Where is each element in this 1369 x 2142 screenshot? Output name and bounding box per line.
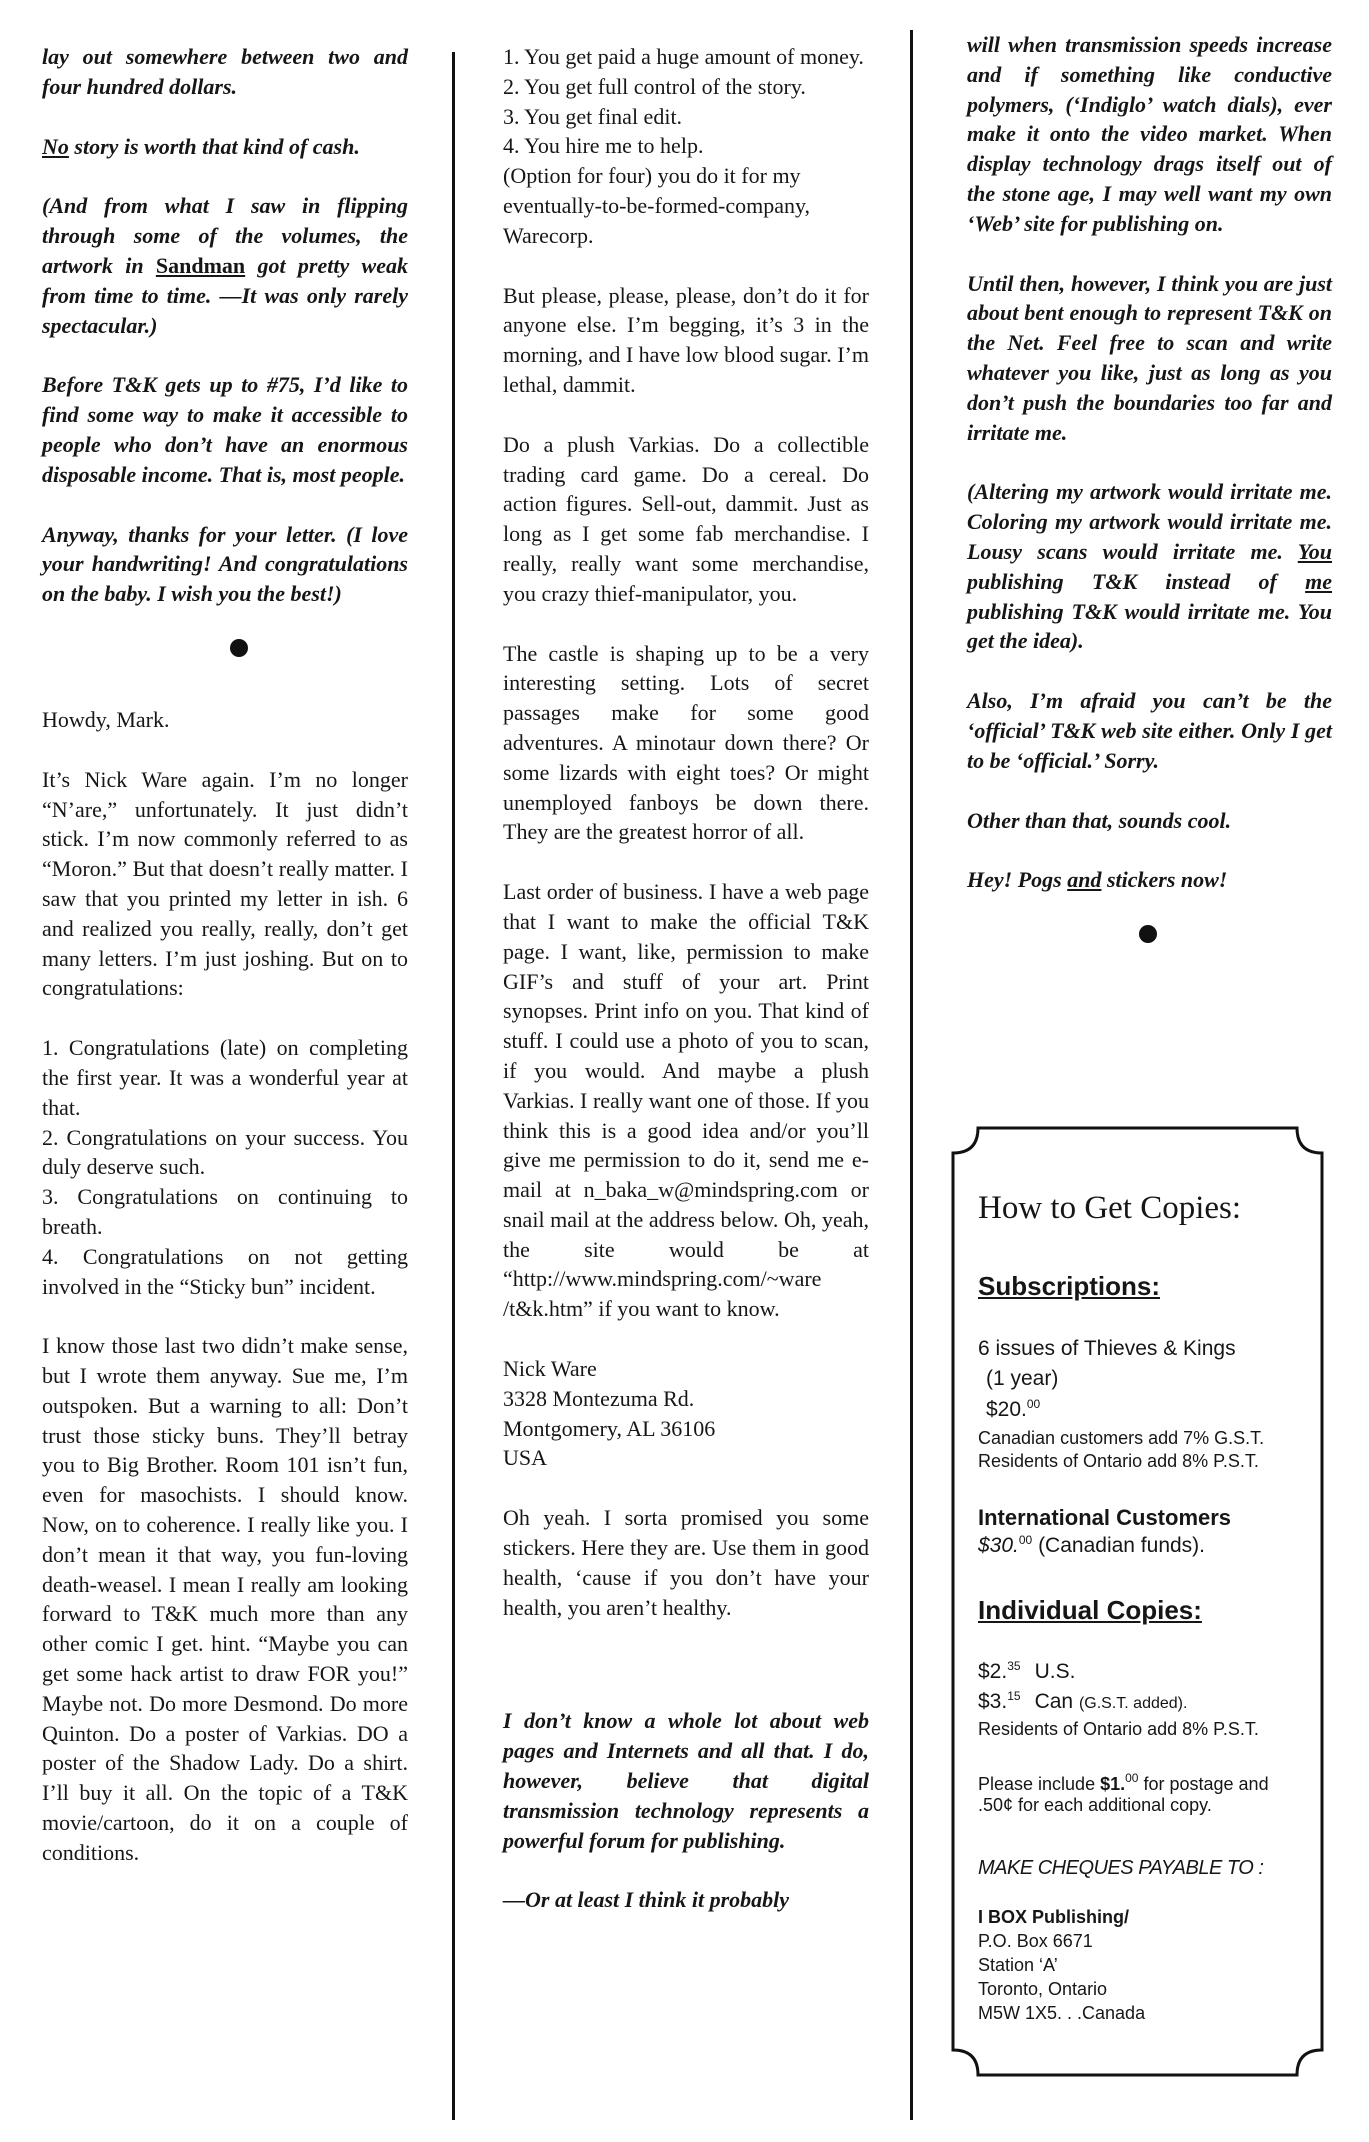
editor-reply-paragraph: Before T&K gets up to #75, I’d like to find some way to make it accessible to people who don’t have an enormous disposable income. That is, most people. [42,372,408,487]
text-span: stickers now! [1101,867,1228,893]
publisher-address-line: M5W 1X5. . .Canada [978,2003,1146,2023]
address-line: 3328 Montezuma Rd. [503,1385,695,1411]
underlined-word: You [1297,538,1332,564]
price-text: $30. [978,1534,1019,1557]
currency-label: U.S. [1034,1660,1076,1683]
list-item: 3. You get final edit. [503,103,683,129]
price-cents: 00 [1125,1771,1139,1785]
congratulations-list [42,1033,408,1301]
price-text: $3. [978,1690,1008,1713]
box-title: How to Get Copies: [978,1190,1242,1226]
editor-reply-paragraph [967,477,1332,656]
editor-reply-paragraph: Other than that, sounds cool. [967,807,1232,833]
list-item: 1. You get paid a huge amount of money. [503,44,864,69]
list-item: 2. Congratulations on your success. You duly deserve such. [42,1124,408,1180]
price-note: (G.S.T. added). [1078,1695,1188,1712]
international-heading: International Customers [978,1505,1232,1530]
letter-paragraph: It’s Nick Ware again. I’m no longer “N’are,” unfortunately. It just didn’t stick. I’m now commonly referred to as “Moron.” But that doesn’t really matter. I saw that you printed my letter in ish. 6 and realized you really, really, don’t get many letters. I’m just joshing. But on to congratulations: [42,766,408,1001]
list-item: (Option for four) you do it for my eventually-to-be-formed-company, Warecorp. [503,163,811,248]
column-middle [503,42,869,1945]
text-span: (Altering my artwork would irritate me. Coloring my artwork would irritate me. Lousy scans would irritate me. [967,479,1332,564]
price-cents: 15 [1007,1689,1021,1703]
publisher-address-line: Station ‘A’ [978,1955,1058,1975]
address-line: USA [503,1445,548,1471]
underlined-title: Sandman [155,252,246,278]
price-text: $20. [986,1398,1027,1421]
subscriptions-description: 6 issues of Thieves & Kings [978,1337,1236,1360]
column-left [42,42,408,1898]
editor-reply-paragraph: will when transmission speeds increase and if something like conductive polymers, (‘Indiglo’ watch dials), ever make it onto the video market. When display technology drags itself out of the stone age, I may well want my own ‘Web’ site for publishing on. [967,32,1332,236]
text-span: publishing T&K would irritate me. You get the idea). [967,598,1332,654]
individual-copies-heading: Individual Copies: [978,1595,1202,1625]
price-cents: 00 [1018,1533,1033,1547]
list-item: 4. You hire me to help. [503,133,704,159]
underlined-word: No [42,133,69,159]
text-span: Please include [978,1774,1101,1794]
price-cents: 00 [1026,1397,1041,1411]
text-span: Hey! Pogs [967,867,1068,893]
text-span: (And from what I saw in flipping through some of the volumes, the artwork in [42,193,408,278]
postage-amount: $1. [1100,1774,1126,1794]
list-item: 2. You get full control of the story. [503,73,806,99]
price-note: (Canadian funds). [1032,1534,1206,1557]
column-divider-left [452,52,455,2120]
text-span: publishing T&K instead of [967,568,1306,594]
editor-reply-paragraph [42,132,408,162]
currency-label: Can [1034,1690,1074,1713]
subscriptions-term: (1 year) [986,1367,1059,1390]
editor-reply-paragraph: I don’t know a whole lot about web pages and Internets and all that. I do, however, believe that digital transmission technology represents a powerful forum for publishing. [503,1708,869,1853]
editor-reply-paragraph [42,191,408,340]
editor-reply-paragraph: Anyway, thanks for your letter. (I love your handwriting! And congratulations on the baby. I wish you the best!) [42,521,408,607]
price-cents: 35 [1007,1659,1021,1673]
editor-reply-paragraph [967,865,1332,895]
us-price [978,1659,1308,1684]
editor-reply-paragraph: Until then, however, I think you are just about bent enough to represent T&K on the Net. Feel free to scan and write whatever you like, just as long as you don’t push the boundaries too far and irritate me. [967,270,1332,445]
individual-note: Residents of Ontario add 8% P.S.T. [978,1719,1259,1739]
underlined-word: and [1067,867,1102,893]
canadian-price [978,1689,1308,1714]
text-span: got pretty weak from time to time. —It was only rarely spectacular.) [42,252,408,338]
text-span: story is worth that kind of cash. [68,133,360,159]
publisher-address-line: Toronto, Ontario [978,1979,1108,1999]
bullet-divider-icon [1139,925,1157,943]
column-right [967,30,1332,943]
how-to-get-copies-box [950,1125,1325,2078]
address-line: Nick Ware [503,1356,597,1382]
letter-greeting: Howdy, Mark. [42,706,170,732]
editor-reply-paragraph: —Or at least I think it probably [503,1887,790,1913]
publisher-address-line: P.O. Box 6671 [978,1931,1093,1951]
letter-paragraph: But please, please, please, don’t do it for anyone else. I’m begging, it’s 3 in the morning, and I have low blood sugar. I’m lethal, dammit. [503,282,869,397]
postage-note: .50¢ for each additional copy. [978,1795,1212,1815]
letter-paragraph: Do a plush Varkias. Do a collectible trading card game. Do a cereal. Do action figures. Sell-out, dammit. Just as long as I get some fab merchandise. I really, really want some merchandise, you crazy thief-manipulator, you. [503,431,869,606]
subscriptions-heading: Subscriptions: [978,1271,1161,1301]
conditions-list [503,42,869,251]
column-divider-right [910,30,913,2120]
address-line: Montgomery, AL 36106 [503,1415,716,1441]
price-text: $2. [978,1660,1008,1683]
international-price [978,1533,1308,1558]
list-item: 4. Congratulations on not getting involved in the “Sticky bun” incident. [42,1243,408,1299]
editor-reply-paragraph: lay out somewhere between two and four hundred dollars. [42,44,408,99]
list-item: 1. Congratulations (late) on completing the first year. It was a wonderful year at that. [42,1035,408,1120]
text-span: for postage and [1138,1774,1269,1794]
underlined-word: me [1305,568,1332,594]
letter-paragraph: The castle is shaping up to be a very interesting setting. Lots of secret passages make for some good adventures. A minotaur down there? Or some lizards with eight toes? Or might unemployed fanboys be down there. They are the greatest horror of all. [503,640,869,845]
subscriptions-note: Canadian customers add 7% G.S.T. [978,1428,1265,1448]
postage-note [978,1771,1308,1795]
editor-reply-paragraph: Also, I’m afraid you can’t be the ‘official’ T&K web site either. Only I get to be ‘official.’ Sorry. [967,688,1332,773]
bullet-divider-icon [230,639,248,657]
subscriptions-price [986,1397,1316,1422]
letter-paragraph: Oh yeah. I sorta promised you some stickers. Here they are. Use them in good health, ‘cause if you don’t have your health, you aren’t healthy. [503,1505,869,1620]
list-item: 3. Congratulations on continuing to breath. [42,1184,408,1239]
publisher-name: I BOX Publishing/ [978,1907,1130,1927]
letter-paragraph: I know those last two didn’t make sense, but I wrote them anyway. Sue me, I’m outspoken. But a warning to all: Don’t trust those sticky buns. They’ll betray you to Big Brother. Room 101 isn’t fun, even for masochists. I should know. Now, on to coherence. I really like you. I don’t mean it that way, you fun-loving death-weasel. I mean I really am looking forward to T&K much more than any other comic I get. hint. “Maybe you can get some hack artist to draw FOR you!” Maybe not. Do more Desmond. Do more Quinton. Do a poster of Varkias. DO a poster of the Shadow Lady. Do a shirt. I’ll buy it all. On the topic of a T&K movie/cartoon, do it on a couple of conditions. [42,1333,408,1865]
letter-address [503,1354,869,1473]
cheques-heading: MAKE CHEQUES PAYABLE TO : [978,1857,1264,1879]
letter-paragraph: Last order of business. I have a web page that I want to make the official T&K page. I want, like, permission to make GIF’s and stuff of your art. Print synopses. Print info on you. That kind of stuff. I could use a photo of you to scan, if you would. And maybe a plush Varkias. I really want one of those. If you think this is a good idea and/or you’ll give me permission to do it, send me e-mail at n_baka_w@mindspring.com or snail mail at the address below. Oh, yeah, the site would be at “http://www.mindspring.com/~ware /t&k.htm” if you want to know. [503,879,869,1322]
subscriptions-note: Residents of Ontario add 8% P.S.T. [978,1451,1259,1471]
